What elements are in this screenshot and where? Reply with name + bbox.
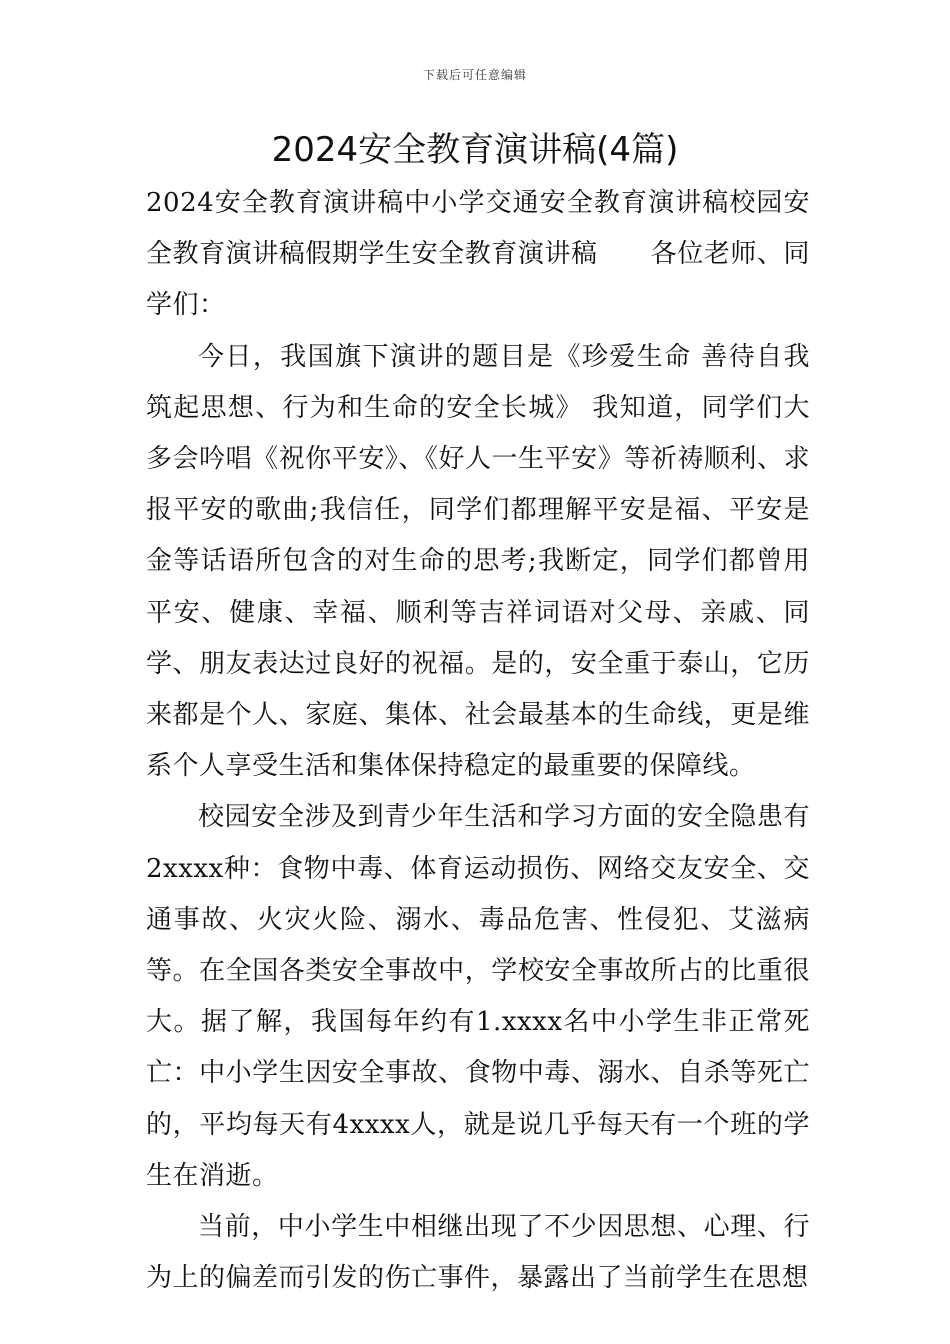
header-note: 下载后可任意编辑 — [422, 68, 527, 82]
paragraph-campus-safety: 校园安全涉及到青少年生活和学习方面的安全隐患有2xxxx种：食物中毒、体育运动损伤、网络交友安全、交通事故、火灾火险、溺水、毒品危害、性侵犯、艾滋病等。在全国各类安全事故中，学校安全事故所占的比重很大。据了解，我国每年约有1.xxxx名中小学生非正常死亡：中小学生因安全事故、食物中毒、溺水、自杀等死亡的，平均每天有4xxxx人，就是说几乎每天有一个班的学生在消逝。 — [146, 802, 810, 1191]
paragraph-current-situation: 当前，中小学生中相继出现了不少因思想、心理、行为上的偏差而引发的伤亡事件，暴露出了当前学生在思想 — [146, 1212, 810, 1294]
document-title: 2024安全教育演讲稿(4篇) — [271, 130, 679, 170]
document-body — [146, 178, 810, 1304]
paragraph-speech-topic: 今日，我国旗下演讲的题目是《珍爱生命 善待自我 筑起思想、行为和生命的安全长城》 我知道，同学们大多会吟唱《祝你平安》、《好人一生平安》等祈祷顺利、求报平安的歌曲;我信任，同学们都理解平安是福、平安是金等话语所包含的对生命的思考;我断定，同学们都曾用平安、健康、幸福、顺利等吉祥词语对父母、亲戚、同学、朋友表达过良好的祝福。是的，安全重于泰山，它历来都是个人、家庭、集体、社会最基本的生命线，更是维系个人享受生活和集体保持稳定的最重要的保障线。 — [146, 341, 810, 782]
paragraph-intro: 2024安全教育演讲稿中小学交通安全教育演讲稿校园安全教育演讲稿假期学生安全教育演讲稿 各位老师、同学们： — [146, 188, 810, 321]
